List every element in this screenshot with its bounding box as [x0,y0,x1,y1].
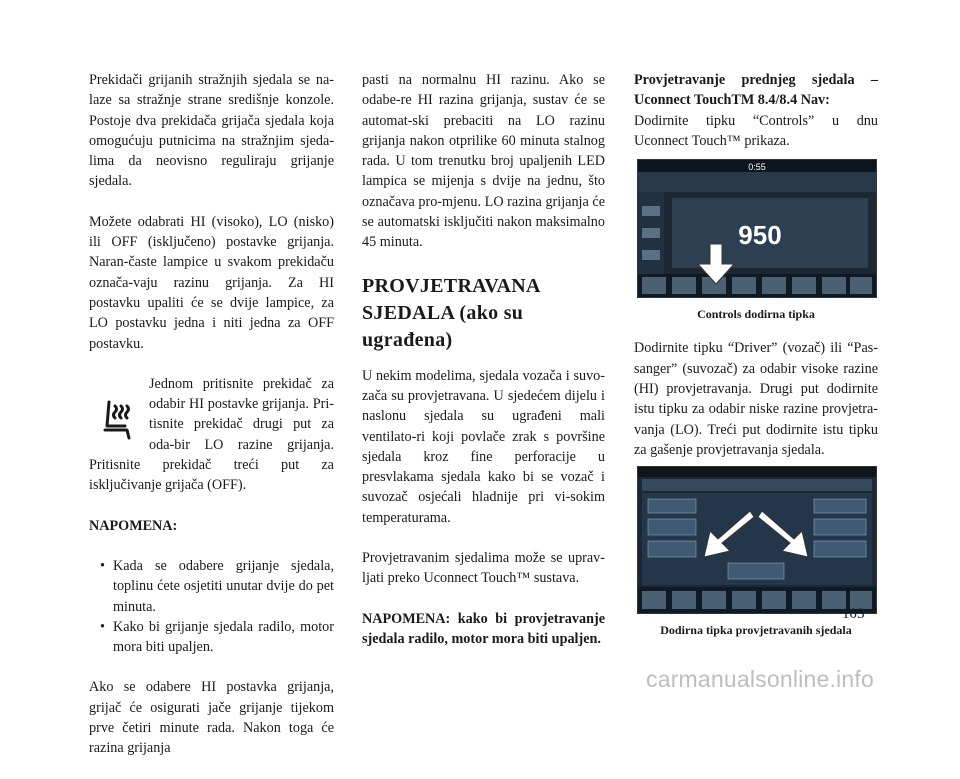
paragraph-driver-passenger: Dodirnite tipku “Driver” (vozač) ili “Pas-sanger” (suvozač) za odabir visoke razine (HI) provjetravanja. Drugi put dodirnite istu tipku za odabir niske razine provjetra-vanja (LO). Treći put dodirnite istu tipku za gašenje provjetravanja sjedala. [634,340,878,458]
heated-seat-icon [89,394,145,450]
screen-clock: 0:55 [748,162,766,173]
note-item: • Kada se odabere grijanje sjedala, toplinu ćete osjetiti unutar dvije do pet minuta. [89,556,334,617]
note-list [89,556,334,657]
paragraph-rear-heated-seats: Prekidači grijanih stražnjih sjedala se na-laze sa stražnje strane središnje konzole. Postoje dva prekidača grijača sjedala koja omogućuju putnicima na stražnjim sjeda-lima da neovisno reguliraju grijanje sjedala. [89,72,334,190]
column-left [89,70,334,779]
paragraph-heat-settings: Možete odabrati HI (visoko), LO (nisko) ili OFF (isključeno) postavke grijanja. Naran-časte lampice u svakom prekidaču označa-vaju razinu grijanja. Za HI postavku upaliti će se dvije lampice, za LO postavku jedna i niti jedna za OFF postavku. [89,213,334,352]
caption-vented-seats: Dodirna tipka provjetravanih sjedala [660,623,852,638]
paragraph-uconnect-control: Provjetravanim sjedalima može se uprav-ljati preko Uconnect Touch™ sustava. [362,550,605,587]
paragraph-hi-setting: Ako se odabere HI postavka grijanja, grijač će osigurati jače grijanje tijekom prve četiri minute rada. Nakon toga će razina grijanja [89,679,334,757]
paragraph-hi-continued: pasti na normalnu HI razinu. Ako se odabe-re HI razina grijanja, sustav će se automat-ski prebaciti na LO razinu grijanja nakon otprilike 60 minuta stalnog rada. U tom trenutku broj upaljenih LED lampica se mijenja s dvije na jednu, što označava pro-mjenu. LO razina grijanja će se automatski isključiti nakon maksimalno 45 minuta. [362,72,605,251]
column-middle [362,70,605,669]
page-number: 103 [842,606,865,622]
screenshot-vented-seats [637,466,877,614]
column-right [634,70,878,655]
paragraph-controls: Dodirnite tipku “Controls” u dnu Uconnect Touch™ prikaza. [634,112,878,149]
note-title: NAPOMENA: [89,517,178,534]
note-engine: NAPOMENA: kako bi provjetravanje sjedala radilo, motor mora biti upaljen. [362,610,605,647]
watermark: carmanualsonline.info [646,666,874,692]
note-item: • Kako bi grijanje sjedala radilo, motor mora biti upaljen. [89,617,334,658]
screen-station: 950 [738,220,782,251]
caption-controls: Controls dodirna tipka [697,307,815,322]
paragraph-with-icon [89,374,334,496]
paragraph-button-instructions: Jednom pritisnite prekidač za odabir HI postavke grijanja. Pri-tisnite prekidač drugi put za oda-bir LO razine grijanja. Pritisnite prekidač treći put za isključivanje grijača (OFF). [89,375,334,494]
section-heading: PROVJETRAVANA SJEDALA (ako su ugrađena) [362,274,540,351]
subheading: Provjetravanje prednjeg sjedala – Uconnect TouchTM 8.4/8.4 Nav: [634,72,878,109]
paragraph-vented-seats: U nekim modelima, sjedala vozača i suvo-zača su provjetravana. U sjedećem dijelu i naslonu sjedala su ugrađeni mali ventilato-ri koji povlače zrak s površine sjedala kroz fine perforacije u presvlakama sjedala kako bi se vozač i suvozač osjećali hladnije pri vi-sokim temperaturama. [362,367,605,526]
screenshot-controls [637,159,877,298]
